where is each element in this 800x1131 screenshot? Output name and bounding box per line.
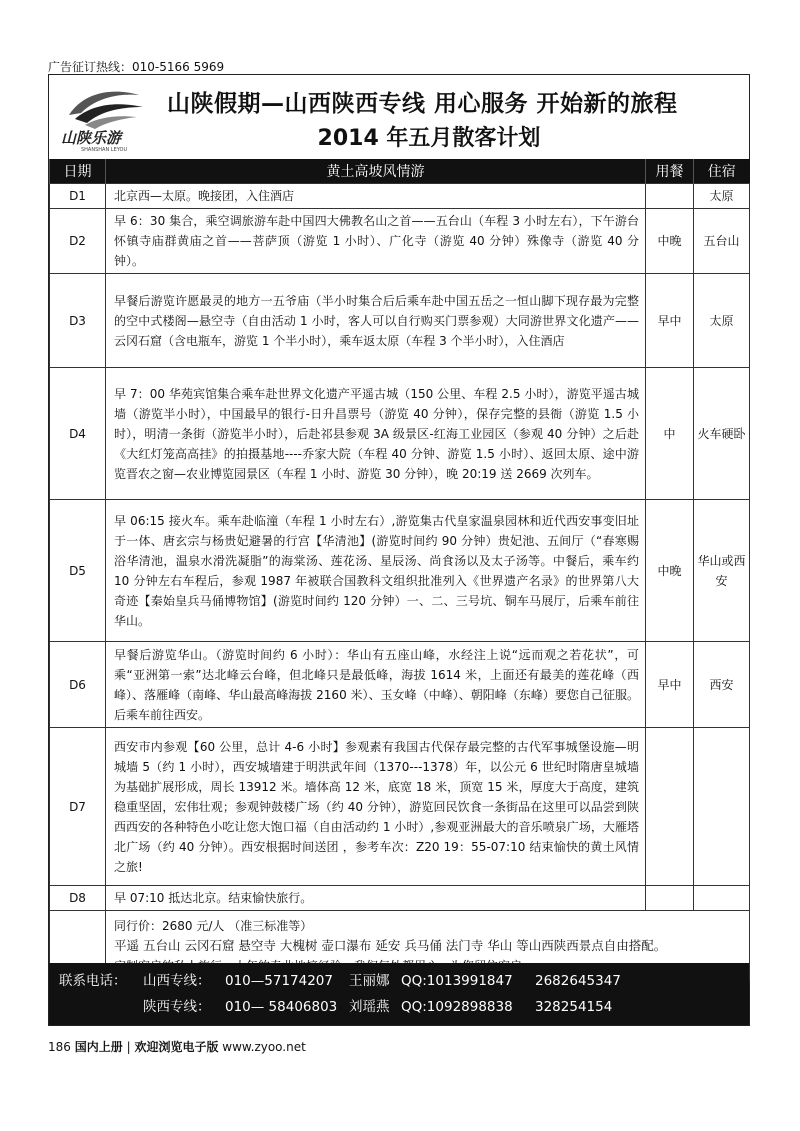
- contact-bar: [49, 963, 749, 1025]
- day-cell: D2: [50, 209, 106, 274]
- meal-cell: 早中: [646, 642, 694, 728]
- line-name: 山西专线：: [143, 973, 211, 989]
- day-cell: D5: [50, 500, 106, 642]
- itinerary-cell: 早 6：30 集合，乘空调旅游车赴中国四大佛教名山之首——五台山（车程 3 小时左右），下午游台怀镇寺庙群黄庙之首——菩萨顶（游览 1 小时）、广化寺（游览 40 分钟）殊像寺（游览 40 分钟）。: [106, 209, 646, 274]
- meal-cell: 早中: [646, 274, 694, 368]
- itinerary-cell: 早餐后游览许愿最灵的地方一五爷庙（半小时集合后后乘车赴中国五岳之一恒山脚下现存最为完整的空中式楼阁—悬空寺（自由活动 1 小时，客人可以自行购买门票参观）大同游世界文化遗产——云冈石窟（含电瓶车，游览 1 个半小时），乘车返太原（车程 3 个半小时），入住酒店: [106, 274, 646, 368]
- stay-cell: 太原: [694, 274, 750, 368]
- phone-number: 010— 58406803: [225, 999, 338, 1015]
- qq-number-2: 2682645347: [535, 973, 621, 989]
- stay-cell: [694, 886, 750, 911]
- table-row: [50, 209, 750, 274]
- flyer-subtitle: 2014 年五月散客计划: [317, 126, 541, 151]
- table-row: [50, 886, 750, 911]
- col-header-meal: 用餐: [646, 159, 694, 184]
- meal-cell: 中晚: [646, 209, 694, 274]
- itinerary-cell: 早 06:15 接火车。乘车赴临潼（车程 1 小时左右）,游览集古代皇家温泉园林和近代西安事变旧址于一体、唐玄宗与杨贵妃避暑的行宫【华清池】(游览时间约 90 分钟）贵妃池、五间厅（“春寒赐浴华清池，温泉水滑洗凝脂”的海棠汤、莲花汤、星辰汤、尚食汤以及太子汤等。中餐后，乘车约 10 分钟左右车程后，参观 1987 年被联合国教科文组织批准列入《世界遗产名录》的世界第八大奇迹【秦始皇兵马俑博物馆】(游览时间约 120 分钟）一、二、三号坑、铜车马展厅，后乘车前往华山。: [106, 500, 646, 642]
- flyer-header: [49, 75, 749, 159]
- svg-text:SHANSHAN LEYOU: SHANSHAN LEYOU: [81, 147, 128, 153]
- line-name: 陕西专线：: [143, 999, 211, 1015]
- tour-flyer: [48, 74, 750, 1026]
- meal-cell: [646, 886, 694, 911]
- meal-cell: 中: [646, 368, 694, 500]
- contact-name: 王丽娜: [349, 973, 390, 989]
- day-cell: D8: [50, 886, 106, 911]
- col-header-route: 黄土高坡风情游: [106, 159, 646, 184]
- col-header-day: 日期: [50, 159, 106, 184]
- page-number: 186: [48, 1040, 71, 1054]
- phone-number: 010—57174207: [225, 973, 333, 989]
- itinerary-cell: 早餐后游览华山。（游览时间约 6 小时）：华山有五座山峰，水经注上说“远而观之若花状”，可乘“亚洲第一索”达北峰云台峰，但北峰只是最低峰，海拔 1614 米，上面还有最美的莲花峰（西峰）、落雁峰（南峰、华山最高峰海拔 2160 米）、玉女峰（中峰）、朝阳峰（东峰）要您自己征服。后乘车前往西安。: [106, 642, 646, 728]
- contact-name: 刘瑶燕: [349, 999, 390, 1015]
- day-cell: D3: [50, 274, 106, 368]
- day-cell: D4: [50, 368, 106, 500]
- price-note: 同行价：2680 元/人 （准三标准等）: [114, 918, 313, 933]
- table-row: [50, 642, 750, 728]
- stay-cell: 太原: [694, 184, 750, 209]
- promo-text: 欢迎浏览电子版: [134, 1040, 219, 1054]
- qq-number: QQ:1092898838: [401, 999, 513, 1015]
- table-header-row: [50, 159, 750, 184]
- itinerary-table: [49, 159, 750, 981]
- qq-number: QQ:1013991847: [401, 973, 513, 989]
- places-note: 平遥 五台山 云冈石窟 悬空寺 大槐树 壶口瀑布 延安 兵马俑 法门寺 华山 等山西陕西景点自由搭配。: [114, 937, 667, 953]
- svg-text:山陕乐游: 山陕乐游: [61, 129, 122, 147]
- table-row: [50, 728, 750, 886]
- qq-number-2: 328254154: [535, 999, 613, 1015]
- stay-cell: 华山或西安: [694, 500, 750, 642]
- section-name: 国内上册: [74, 1040, 123, 1054]
- table-row: [50, 500, 750, 642]
- ad-hotline: 广告征订热线：010-5166 5969: [48, 60, 225, 74]
- page-footer: [48, 1038, 306, 1055]
- itinerary-cell: 早 7：00 华苑宾馆集合乘车赴世界文化遗产平遥古城（150 公里、车程 2.5 小时），游览平遥古城墙（游览半小时），中国最早的银行-日升昌票号（游览 40 分钟），保存完整的县衙（游览 1.5 小时），明清一条街（游览半小时），后赴祁县参观 3A 级景区-红海工业园区（参观 40 分钟）之后赴《大红灯笼高高挂》的拍摄基地----乔家大院（车程 40 分钟、游览 1.5 小时）、返回太原、途中游览晋农之窗—农业博览园景区（车程 1 小时、游览 30 分钟），晚 20:19 送 2669 次列车。: [106, 368, 646, 500]
- meal-cell: 中晚: [646, 500, 694, 642]
- meal-cell: [646, 728, 694, 886]
- meal-cell: [646, 184, 694, 209]
- website-link[interactable]: www.zyoo.net: [222, 1040, 306, 1054]
- day-cell: D1: [50, 184, 106, 209]
- day-cell: D6: [50, 642, 106, 728]
- footer-divider: |: [126, 1040, 135, 1054]
- table-row: [50, 184, 750, 209]
- itinerary-cell: 早 07:10 抵达北京。结束愉快旅行。: [106, 886, 646, 911]
- table-row: [50, 368, 750, 500]
- stay-cell: 火车硬卧: [694, 368, 750, 500]
- table-row: [50, 274, 750, 368]
- stay-cell: 西安: [694, 642, 750, 728]
- itinerary-cell: 西安市内参观【60 公里，总计 4-6 小时】参观素有我国古代保存最完整的古代军事城堡设施—明城墙 5（约 1 小时），西安城墙建于明洪武年间（1370---1378）年，以公元 6 世纪时隋唐皇城墙为基础扩展形成，周长 13912 米。墙体高 12 米，底宽 18 米，顶宽 15 米，厚度大于高度，建筑稳重坚固，宏伟壮观；参观钟鼓楼广场（约 40 分钟），游览回民饮食一条街品在这里可以品尝到陕西西安的各种特色小吃让您大饱口福（自由活动约 1 小时）,参观亚洲最大的音乐喷泉广场，大雁塔北广场（约 40 分钟）。西安根据时间送团 ，参考车次：Z20 19：55-07:10 结束愉快的黄土风情之旅!: [106, 728, 646, 886]
- itinerary-cell: 北京西—太原。晚接团，入住酒店: [106, 184, 646, 209]
- col-header-stay: 住宿: [694, 159, 750, 184]
- stay-cell: [694, 728, 750, 886]
- contact-label: 联系电话：: [59, 973, 127, 989]
- flyer-title: 山陕假期—山西陕西专线 用心服务 开始新的旅程: [167, 91, 678, 117]
- stay-cell: 五台山: [694, 209, 750, 274]
- day-cell: D7: [50, 728, 106, 886]
